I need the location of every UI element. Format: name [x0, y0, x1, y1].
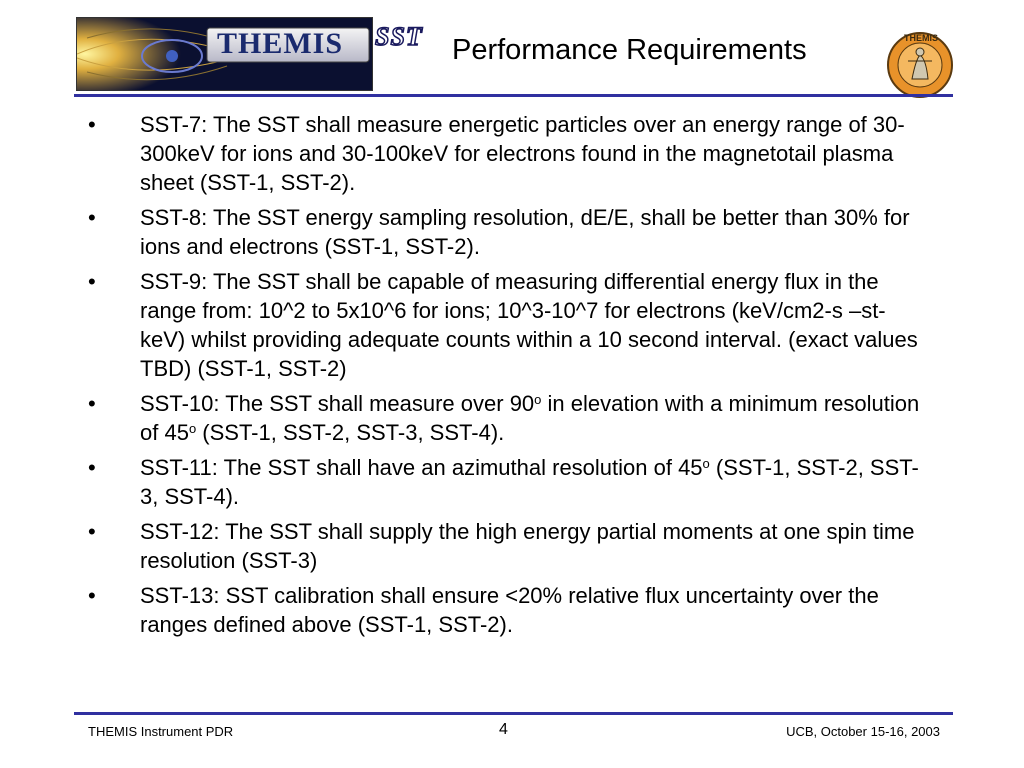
bullet-marker: •	[88, 112, 96, 137]
seal-text: THEMIS	[904, 33, 939, 43]
list-item	[0, 203, 1024, 261]
bullet-marker: •	[88, 519, 96, 544]
requirement-text	[140, 455, 919, 509]
list-item	[0, 267, 1024, 383]
page-number: 4	[499, 721, 508, 738]
bullet-marker: •	[88, 583, 96, 608]
footer-divider	[74, 712, 953, 715]
requirement-text-part: (SST-1, SST-2, SST-3, SST-4).	[196, 420, 505, 445]
requirement-text: SST-8: The SST energy sampling resolution, dE/E, shall be better than 30% for ions and electrons (SST-1, SST-2).	[140, 205, 910, 259]
list-item	[0, 453, 1024, 511]
slide-title: Performance Requirements	[452, 34, 807, 66]
header-divider	[74, 94, 953, 97]
footer-date: UCB, October 15-16, 2003	[786, 724, 940, 739]
themis-banner-logo	[76, 17, 373, 91]
footer-event: THEMIS Instrument PDR	[88, 724, 234, 739]
requirement-text-part: SST-10: The SST shall measure over 90	[140, 391, 535, 416]
list-item	[0, 581, 1024, 639]
requirement-text: SST-9: The SST shall be capable of measuring differential energy flux in the range from: 10^2 to 5x10^6 for ions; 10^3-10^7 for electrons (keV/cm2-s –st- keV) whilst providing adequate counts within a 10 second interval. (exact values TBD) (SST-1, SST-2)	[140, 269, 918, 381]
requirement-text-part: SST-11: The SST shall have an azimuthal resolution of 45	[140, 455, 703, 480]
requirement-text-part: in elevation with a minimum resolution of 45	[140, 391, 920, 445]
requirement-text: SST-7: The SST shall measure energetic particles over an energy range of 30-300keV for ions and 30-100keV for electrons found in the magnetotail plasma sheet (SST-1, SST-2).	[140, 112, 905, 195]
requirement-text-part: (SST-1, SST-2, SST-3, SST-4).	[140, 455, 919, 509]
list-item	[0, 110, 1024, 197]
degree-superscript: o	[702, 456, 710, 471]
bullet-marker: •	[88, 269, 96, 294]
themis-seal-logo	[886, 31, 954, 99]
list-item	[0, 389, 1024, 447]
banner-text: THEMIS	[217, 27, 344, 60]
degree-superscript: o	[188, 421, 197, 436]
bullet-marker: •	[88, 205, 96, 230]
bullet-marker: •	[88, 391, 96, 416]
requirement-text	[140, 391, 919, 445]
requirement-text: SST-13: SST calibration shall ensure <20% relative flux uncertainty over the ranges defined above (SST-1, SST-2).	[140, 583, 879, 637]
bullet-marker: •	[88, 455, 96, 480]
degree-superscript: o	[534, 392, 542, 407]
requirements-list	[0, 110, 1024, 645]
requirement-text: SST-12: The SST shall supply the high energy partial moments at one spin time resolution (SST-3)	[140, 519, 915, 573]
list-item	[0, 517, 1024, 575]
sst-logo: SST	[375, 22, 423, 51]
